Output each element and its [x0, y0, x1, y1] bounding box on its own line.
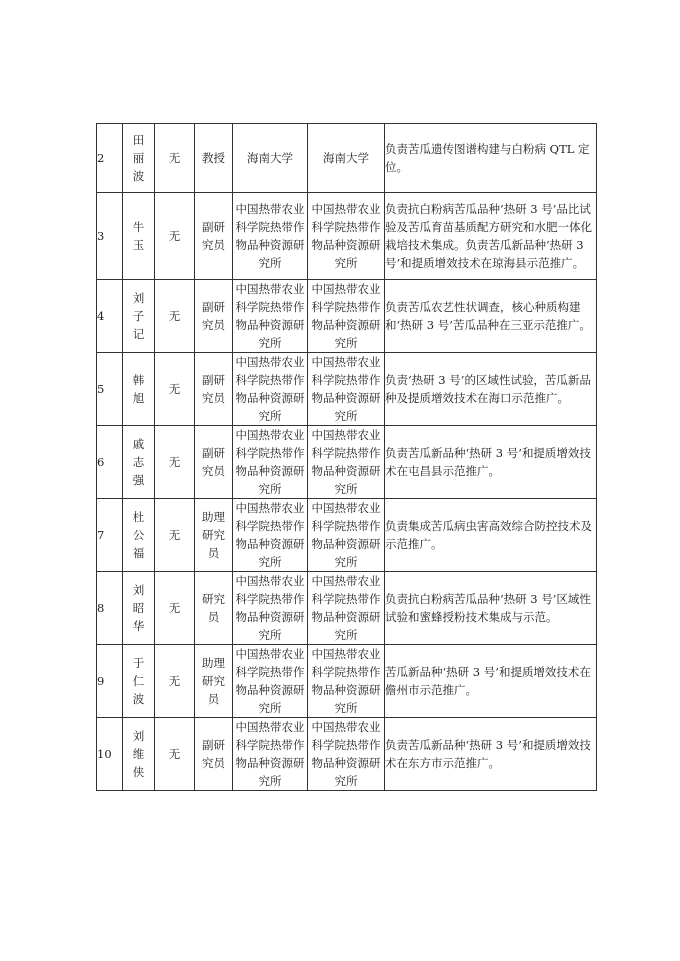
- post-cell: 无: [155, 280, 195, 353]
- duty-description: 负责抗白粉病苦瓜品种‘热研 3 号’品比试验及苦瓜育苗基质配方研究和水肥一体化栽培技术集成。负责苦瓜新品种‘热研 3 号’和提质增效技术在琼海县示范推广。: [385, 193, 597, 280]
- duty-description: 负责苦瓜新品种‘热研 3 号’和提质增效技术在屯昌县示范推广。: [385, 426, 597, 499]
- work-unit: 中国热带农业科学院热带作物品种资源研究所: [233, 280, 308, 353]
- duty-description: 负责苦瓜遗传图谱构建与白粉病 QTL 定位。: [385, 124, 597, 193]
- affiliation-unit: 海南大学: [308, 124, 385, 193]
- table-row: [97, 426, 597, 499]
- person-name: 田丽波: [132, 133, 145, 183]
- person-name: 刘维侠: [132, 729, 145, 779]
- affiliation-unit: 中国热带农业科学院热带作物品种资源研究所: [308, 499, 385, 572]
- work-unit: 中国热带农业科学院热带作物品种资源研究所: [233, 572, 308, 645]
- duty-description: 负责苦瓜新品种‘热研 3 号’和提质增效技术在东方市示范推广。: [385, 718, 597, 791]
- post-cell: 无: [155, 353, 195, 426]
- person-name: 于仁波: [132, 656, 145, 706]
- person-name: 刘昭华: [132, 583, 145, 633]
- work-unit: 中国热带农业科学院热带作物品种资源研究所: [233, 426, 308, 499]
- work-unit: 中国热带农业科学院热带作物品种资源研究所: [233, 353, 308, 426]
- duty-description: 负责‘热研 3 号’的区域性试验，苦瓜新品种及提质增效技术在海口示范推广。: [385, 353, 597, 426]
- table-row: [97, 572, 597, 645]
- post-cell: 无: [155, 426, 195, 499]
- table-row: [97, 499, 597, 572]
- post-cell: 无: [155, 645, 195, 718]
- table-row: [97, 645, 597, 718]
- affiliation-unit: 中国热带农业科学院热带作物品种资源研究所: [308, 280, 385, 353]
- duty-description: 负责抗白粉病苦瓜品种‘热研 3 号’区域性试验和蜜蜂授粉技术集成与示范。: [385, 572, 597, 645]
- affiliation-unit: 中国热带农业科学院热带作物品种资源研究所: [308, 193, 385, 280]
- title-cell: 副研究员: [202, 373, 225, 405]
- row-number: 3: [97, 193, 123, 280]
- title-cell: 副研究员: [202, 220, 225, 252]
- table-row: [97, 280, 597, 353]
- title-cell: 研究员: [202, 592, 225, 624]
- table-row: [97, 353, 597, 426]
- post-cell: 无: [155, 499, 195, 572]
- post-cell: 无: [155, 572, 195, 645]
- post-cell: 无: [155, 193, 195, 280]
- title-cell: 副研究员: [202, 300, 225, 332]
- affiliation-unit: 中国热带农业科学院热带作物品种资源研究所: [308, 572, 385, 645]
- row-number: 6: [97, 426, 123, 499]
- row-number: 4: [97, 280, 123, 353]
- work-unit: 中国热带农业科学院热带作物品种资源研究所: [233, 499, 308, 572]
- post-cell: 无: [155, 124, 195, 193]
- row-number: 2: [97, 124, 123, 193]
- title-cell: 助理研究员: [202, 510, 225, 560]
- person-name: 牛玉: [132, 220, 145, 252]
- affiliation-unit: 中国热带农业科学院热带作物品种资源研究所: [308, 353, 385, 426]
- affiliation-unit: 中国热带农业科学院热带作物品种资源研究所: [308, 718, 385, 791]
- post-cell: 无: [155, 718, 195, 791]
- row-number: 10: [97, 718, 123, 791]
- row-number: 5: [97, 353, 123, 426]
- title-cell: 教授: [202, 151, 225, 165]
- row-number: 9: [97, 645, 123, 718]
- title-cell: 副研究员: [202, 738, 225, 770]
- affiliation-unit: 中国热带农业科学院热带作物品种资源研究所: [308, 426, 385, 499]
- person-name: 杜公福: [132, 510, 145, 560]
- table-row: [97, 718, 597, 791]
- title-cell: 助理研究员: [202, 656, 225, 706]
- table-row: [97, 124, 597, 193]
- work-unit: 海南大学: [233, 124, 308, 193]
- title-cell: 副研究员: [202, 446, 225, 478]
- duty-description: 苦瓜新品种‘热研 3 号’和提质增效技术在儋州市示范推广。: [385, 645, 597, 718]
- duty-description: 负责集成苦瓜病虫害高效综合防控技术及示范推广。: [385, 499, 597, 572]
- affiliation-unit: 中国热带农业科学院热带作物品种资源研究所: [308, 645, 385, 718]
- person-name: 韩旭: [132, 373, 145, 405]
- row-number: 7: [97, 499, 123, 572]
- table-body: [97, 124, 597, 791]
- person-name: 戚志强: [132, 437, 145, 487]
- personnel-table: [96, 123, 597, 791]
- work-unit: 中国热带农业科学院热带作物品种资源研究所: [233, 193, 308, 280]
- duty-description: 负责苦瓜农艺性状调查，核心种质构建和‘热研 3 号’苦瓜品种在三亚示范推广。: [385, 280, 597, 353]
- row-number: 8: [97, 572, 123, 645]
- work-unit: 中国热带农业科学院热带作物品种资源研究所: [233, 718, 308, 791]
- table-row: [97, 193, 597, 280]
- person-name: 刘子记: [132, 291, 145, 341]
- work-unit: 中国热带农业科学院热带作物品种资源研究所: [233, 645, 308, 718]
